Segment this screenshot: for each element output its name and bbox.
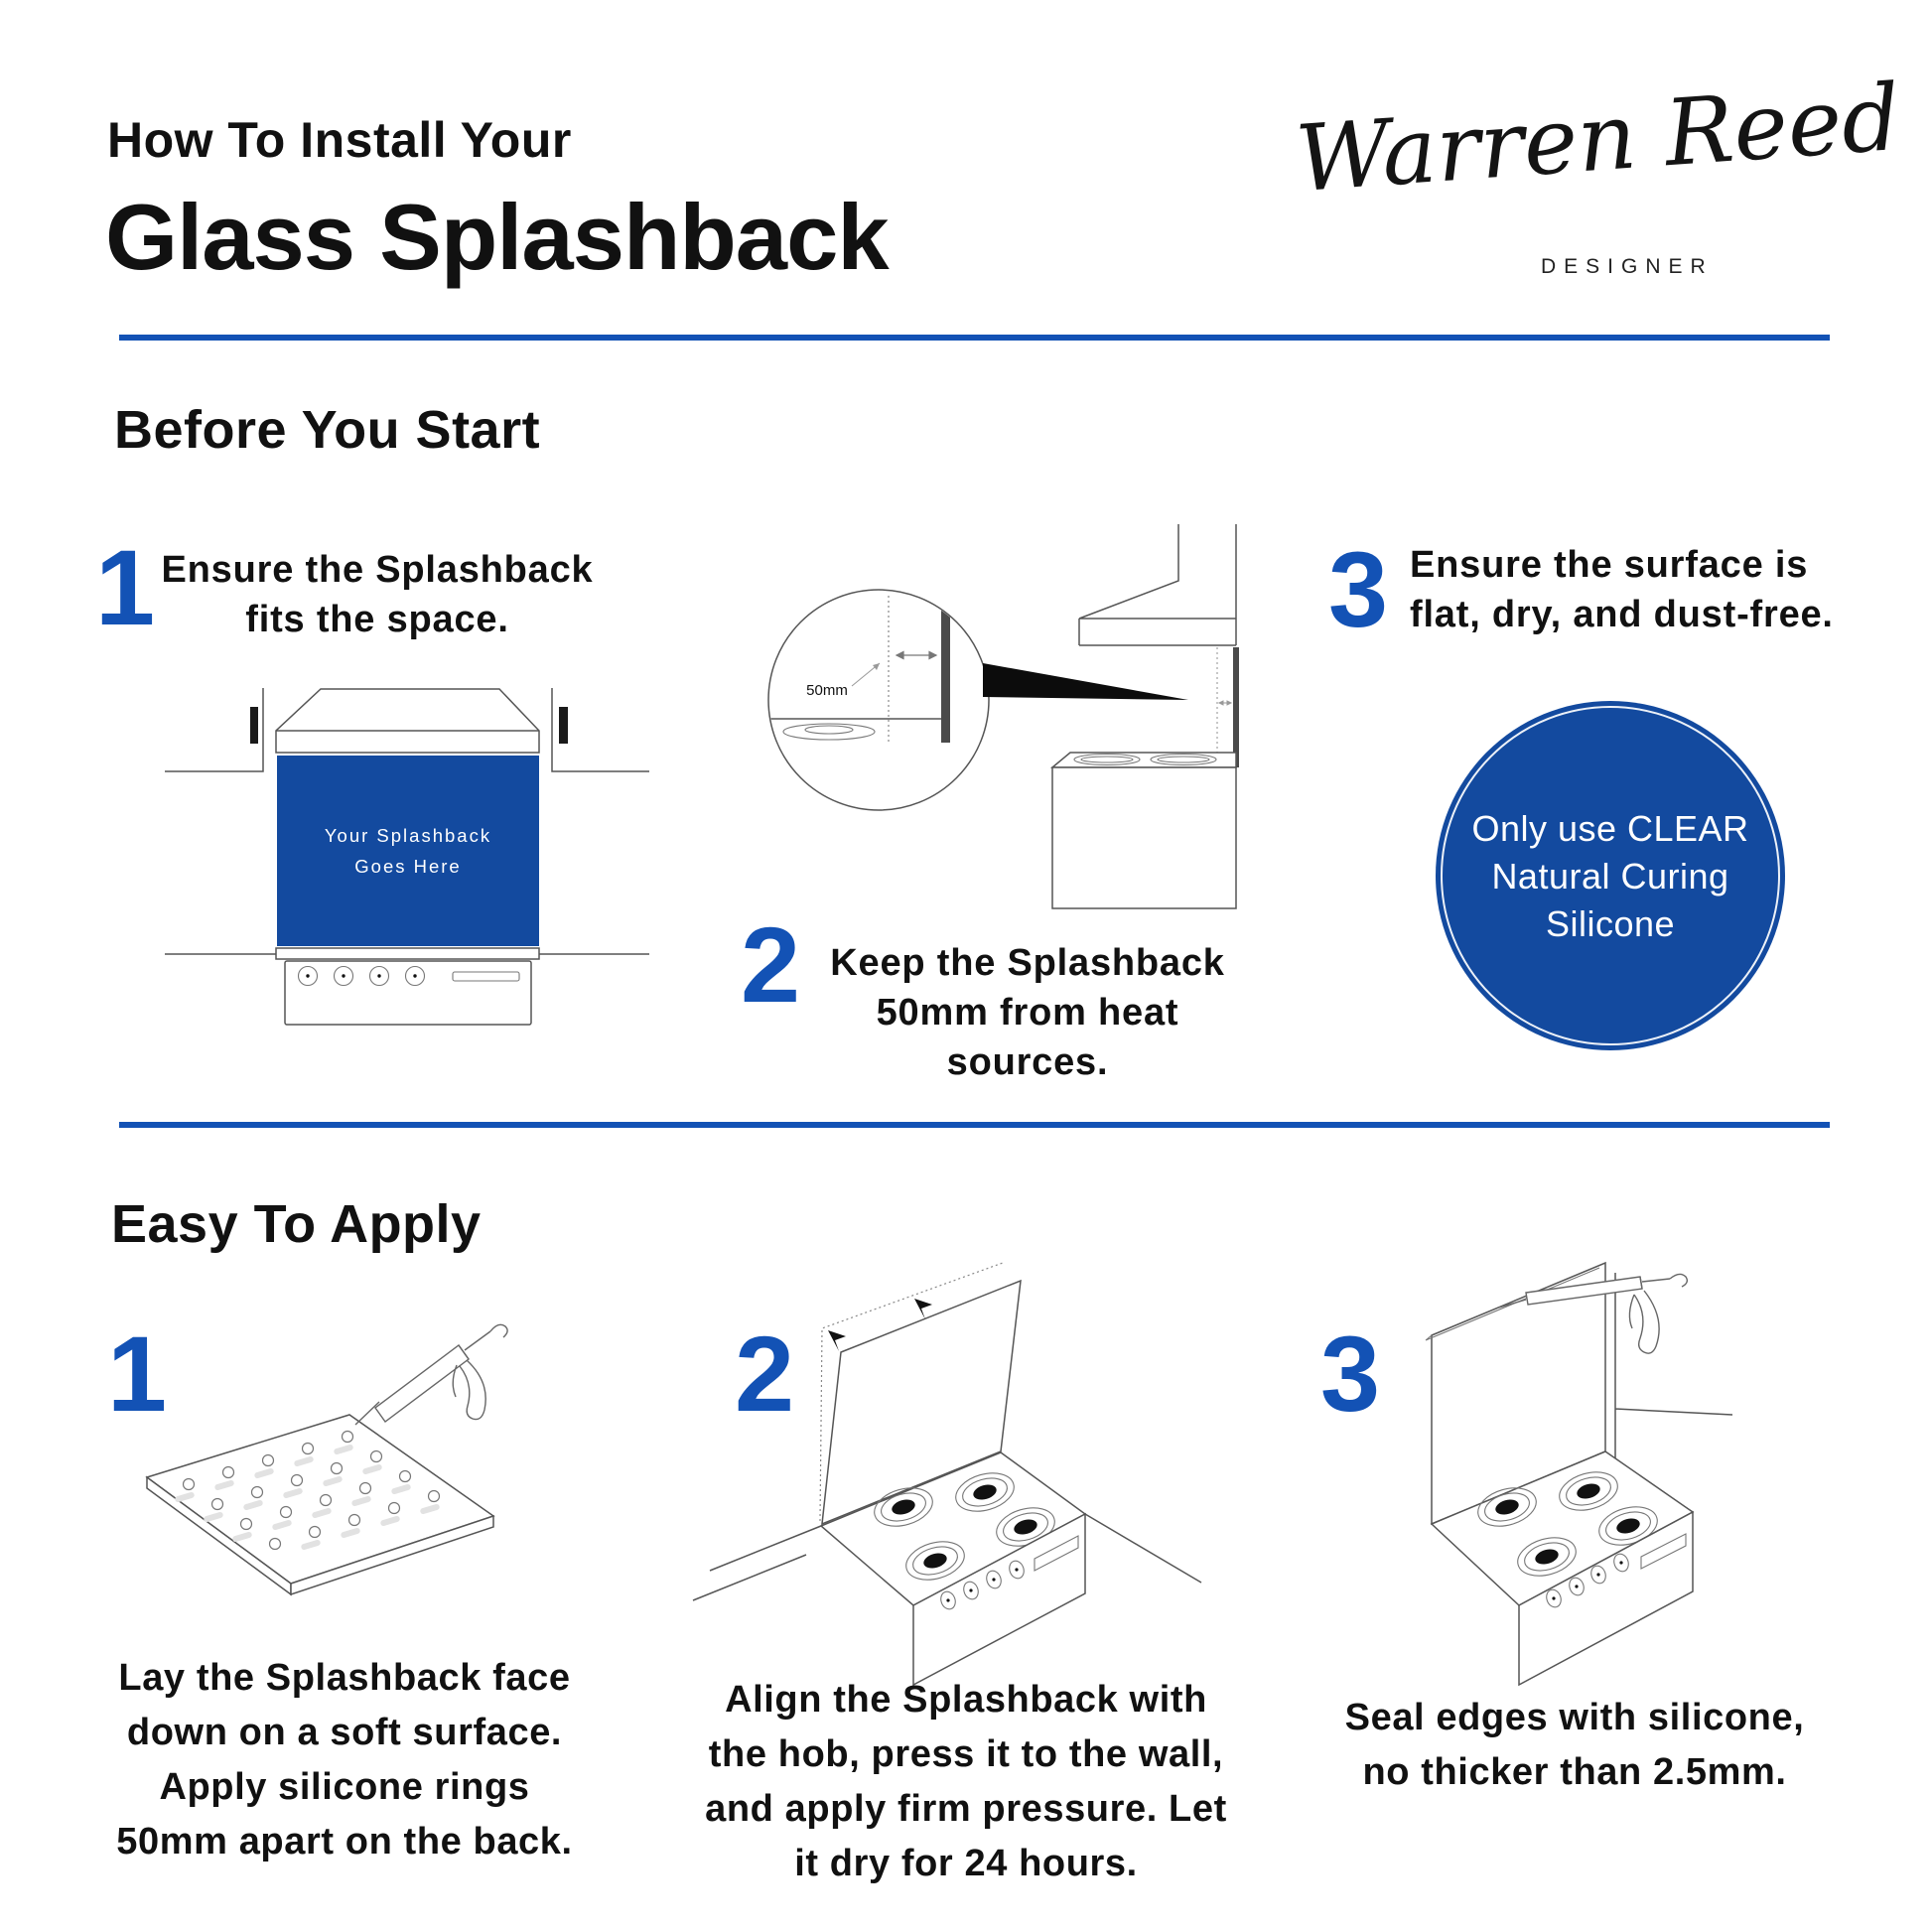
before-step2-text-line2: 50mm from heat [876,992,1179,1034]
cooker-control-panel [285,961,531,1025]
brand-logo [1292,64,1904,306]
apply-step2-caption [658,1673,1274,1891]
magnifier-circle [768,590,989,810]
silicone-note-line2: Natural Curing [1491,856,1729,897]
seal-edges-illustration [1301,1251,1932,1688]
splashback-placeholder-label-line1: Your Splashback [324,825,492,846]
apply-step1-number: 1 [107,1313,168,1434]
splashback-edge-strip [941,611,950,743]
splashback-panel-flat [147,1415,493,1594]
logo-signature: Warren Reed [1292,64,1904,213]
silicone-note-line1: Only use CLEAR [1471,808,1749,849]
measurement-pointer [852,663,880,686]
measurement-label: 50mm [806,682,848,699]
wall-cabinet-left [165,688,263,771]
before-step1-number: 1 [95,527,156,647]
cabinet-handle-right [559,707,568,744]
before-step3-number: 3 [1328,529,1389,649]
apply-section-heading: Easy To Apply [111,1194,482,1254]
before-step3-text-line2: flat, dry, and dust-free. [1410,594,1834,635]
apply-step3-caption-line1: Seal edges with silicone, [1344,1697,1805,1738]
page-title-line2: Glass Splashback [105,185,889,289]
header-divider [119,335,1830,341]
before-step1-text-line2: fits the space. [245,599,509,640]
before-step3-text-line1: Ensure the surface is [1410,544,1809,586]
apply-step1-caption [96,1651,593,1869]
apply-step2-caption-line2: the hob, press it to the wall, [708,1733,1224,1775]
apply-step2-caption-line1: Align the Splashback with [725,1679,1207,1721]
apply-step2-number: 2 [735,1313,795,1434]
wall-cabinet-right [552,688,649,771]
splashback-edge-strip-full [1233,647,1239,767]
silicone-note-text [1436,805,1785,948]
logo-subtitle: DESIGNER [1541,255,1714,278]
apply-silicone-illustration [119,1261,675,1658]
splashback-placeholder [277,756,539,946]
extractor-hood-icon [276,689,539,753]
silicone-note-line3: Silicone [1545,903,1676,944]
hob-side-view [1052,753,1236,908]
before-step2-number: 2 [741,904,801,1025]
apply-step1-caption-line2: down on a soft surface. [126,1712,563,1753]
before-section-heading: Before You Start [114,400,541,460]
before-step3-text [1410,540,1916,639]
callout-wedge [983,663,1188,700]
apply-step3-caption-line2: no thicker than 2.5mm. [1362,1751,1787,1793]
align-press-illustration [685,1251,1301,1688]
splashback-placeholder-rect [277,756,539,946]
cabinet-handle-left [250,707,258,744]
magnifier-contents [764,596,950,745]
section-divider [119,1122,1830,1128]
apply-step2-caption-line4: it dry for 24 hours. [794,1843,1138,1884]
countertop [165,948,649,959]
page-title-line1: How To Install Your [107,112,572,168]
apply-step1-caption-line1: Lay the Splashback face [118,1657,571,1699]
apply-step1-caption-line4: 50mm apart on the back. [116,1821,573,1863]
silicone-note-badge [1436,701,1785,1050]
small-clearance-arrow [1219,701,1231,705]
extractor-hood-side-view [1079,524,1236,645]
heat-clearance-illustration [735,511,1291,928]
before-step2-text-line1: Keep the Splashback [830,942,1225,984]
apply-step3-caption [1326,1691,1823,1800]
before-step1-text [134,545,621,644]
before-step2-text [819,938,1236,1087]
before-step2-text-line3: sources. [946,1041,1109,1083]
fit-check-illustration [149,680,665,1087]
apply-step3-number: 3 [1320,1313,1381,1434]
before-step1-text-line1: Ensure the Splashback [161,549,594,591]
clearance-arrow [897,652,936,659]
splashback-placeholder-label-line2: Goes Here [354,856,462,877]
apply-step2-caption-line3: and apply firm pressure. Let [705,1788,1227,1830]
apply-step1-caption-line3: Apply silicone rings [159,1766,530,1808]
caulk-gun-icon [355,1324,507,1425]
